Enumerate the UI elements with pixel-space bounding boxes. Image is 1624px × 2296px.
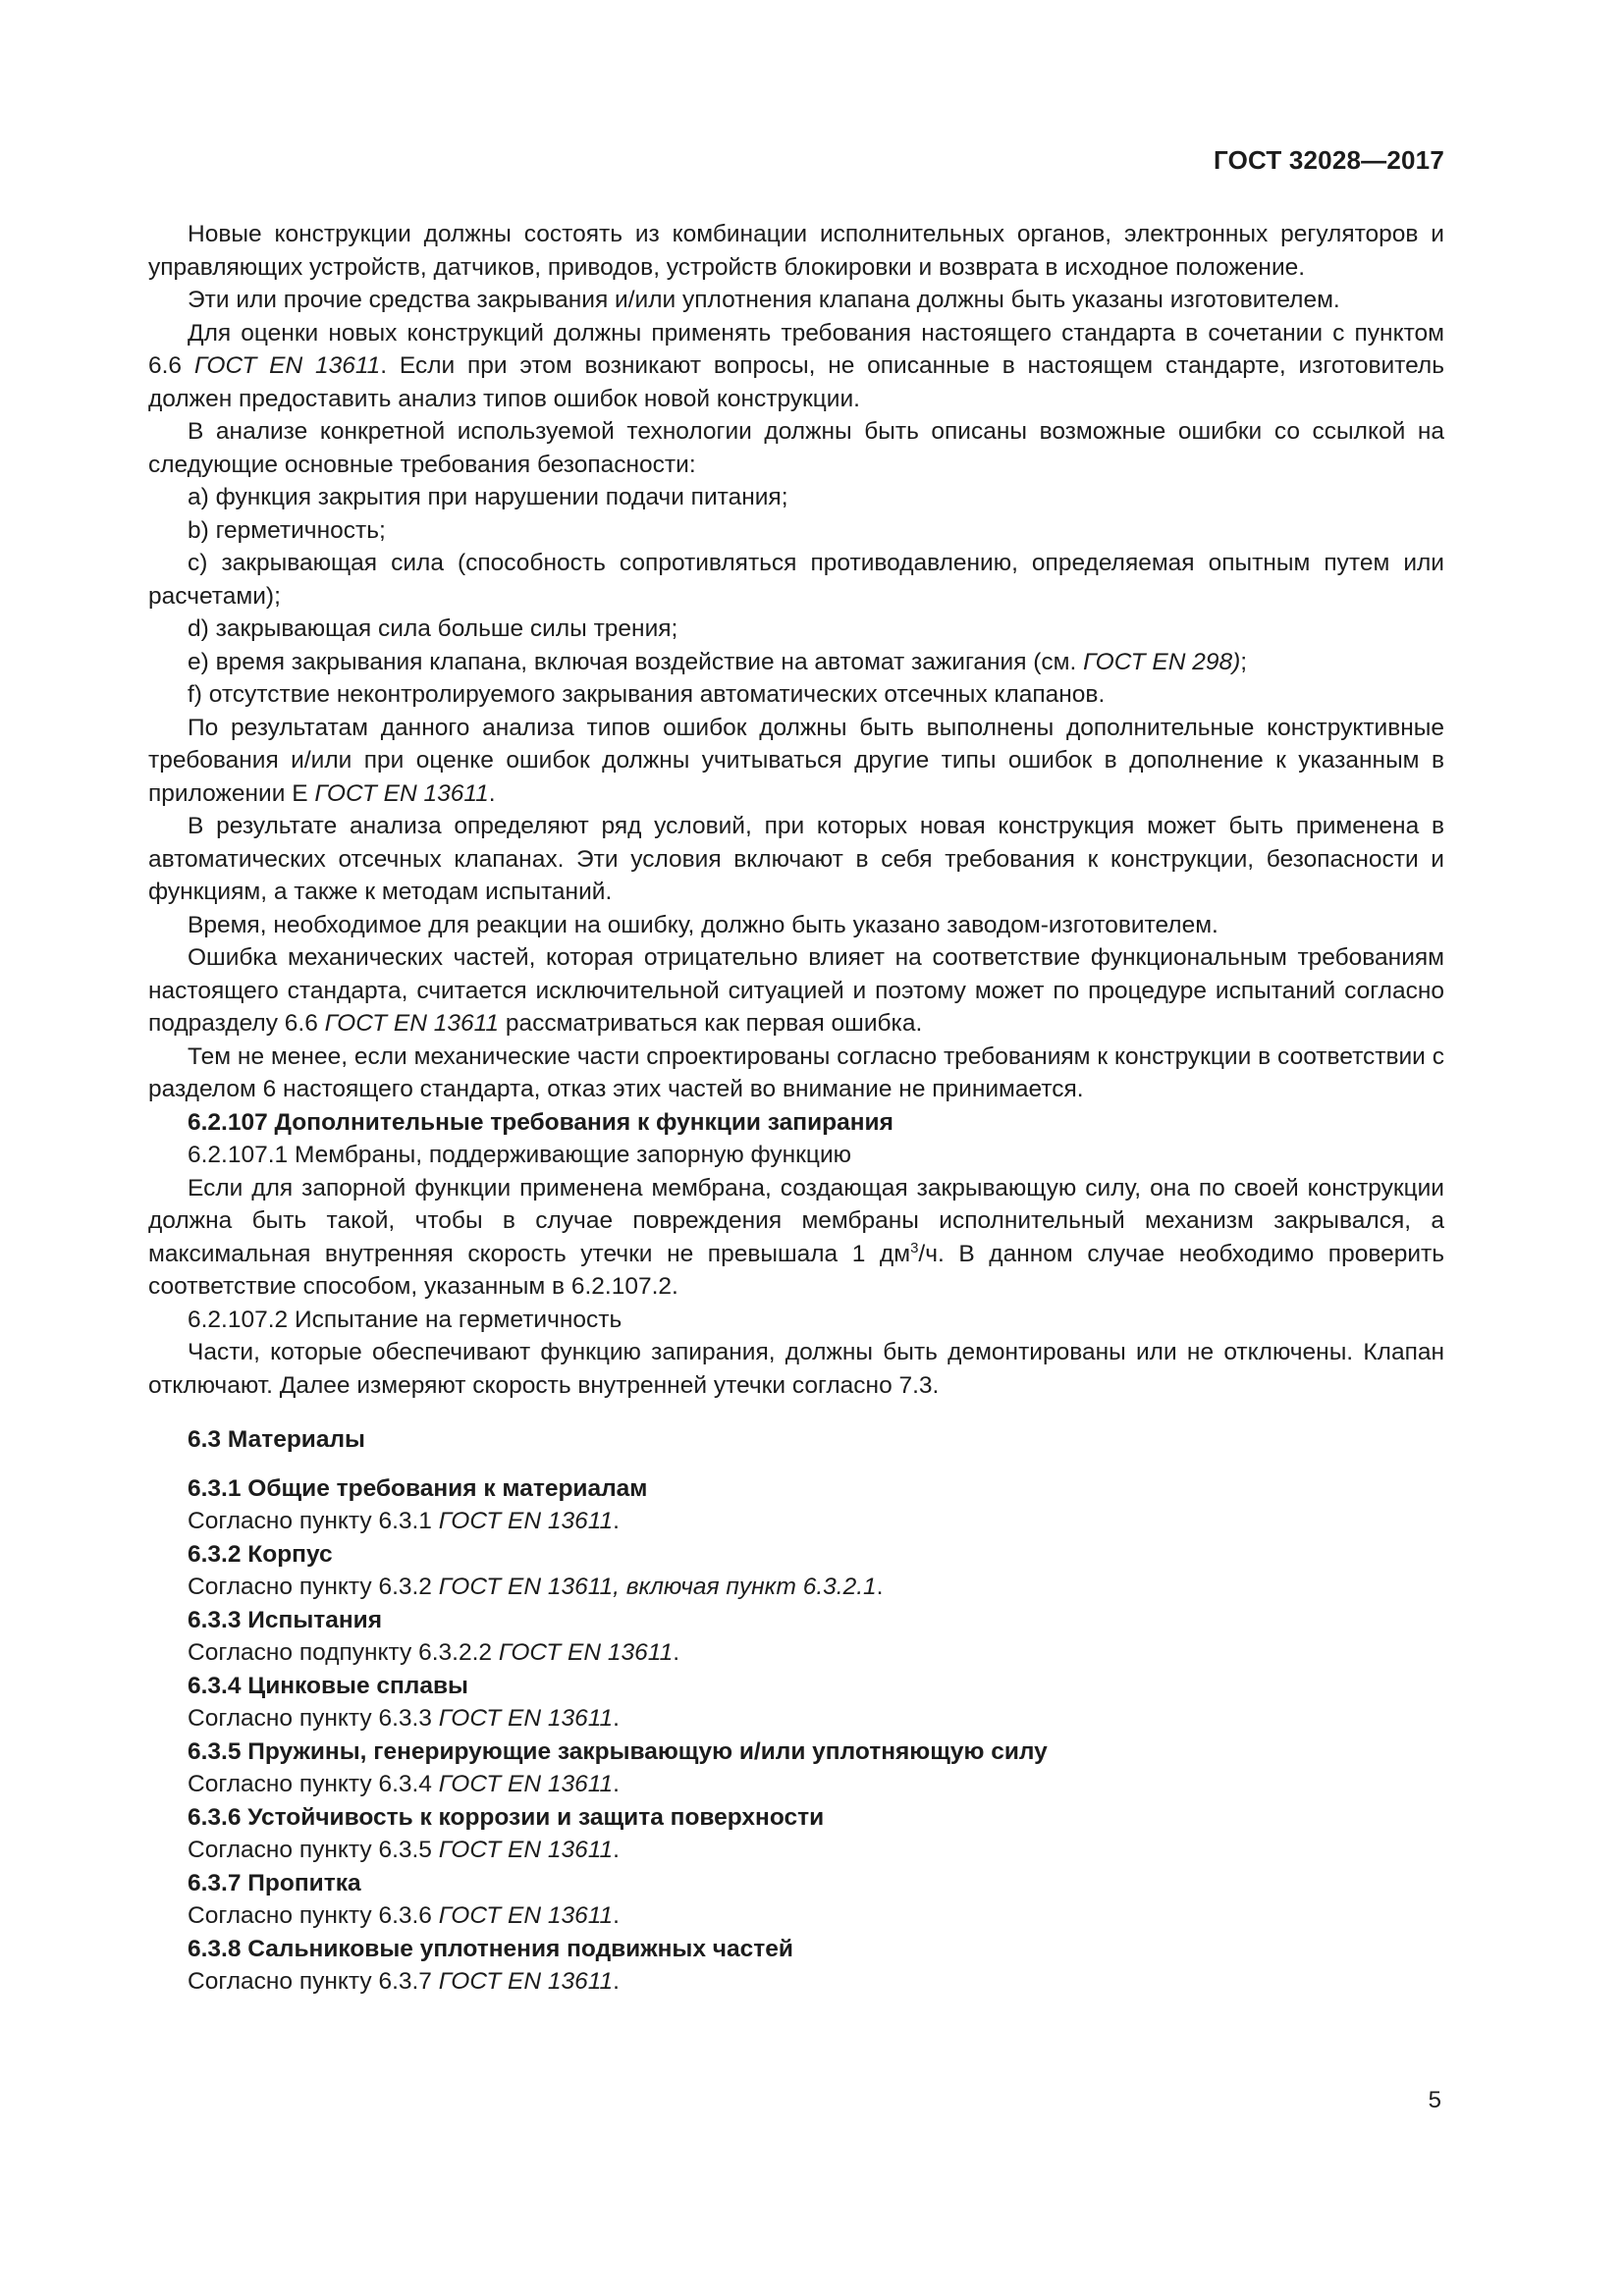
standard-reference: ГОСТ EN 13611: [193, 352, 381, 379]
materials-item-text: Согласно пункту 6.3.4 ГОСТ EN 13611.: [188, 1771, 620, 1797]
subsection-heading: 6.2.107.2 Испытание на герметичность: [188, 1306, 623, 1333]
paragraph: В результате анализа определяют ряд условий, при которых новая конструкция может быть применена в автоматических отсечных клапанах. Эти условия включают в себя требования к конструкции, безопасности и функциям, а также к методам испытаний.: [148, 813, 1444, 905]
paragraph: Для оценки новых конструкций должны применять требования настоящего стандарта в сочетании с пунктом 6.6 ГОСТ EN 13611. Если при этом возникают вопросы, не описанные в настоящем стандарте, изготовитель должен предоставить анализ типов ошибок новой конструкции.: [148, 319, 1444, 412]
paragraph: Эти или прочие средства закрывания и/или уплотнения клапана должны быть указаны изготовителем.: [188, 287, 1340, 313]
materials-item-heading: 6.3.5 Пружины, генерирующие закрывающую и/или уплотняющую силу: [188, 1737, 1048, 1765]
standard-reference: ГОСТ EN 13611: [438, 1508, 614, 1534]
materials-item-heading: 6.3.2 Корпус: [188, 1540, 333, 1568]
superscript: 3: [910, 1239, 919, 1256]
list-item: f) отсутствие неконтролируемого закрывания автоматических отсечных клапанов.: [188, 681, 1106, 708]
materials-item-text: Согласно пункту 6.3.3 ГОСТ EN 13611.: [188, 1705, 620, 1732]
standard-reference: ГОСТ EN 13611: [438, 1705, 614, 1732]
materials-item-heading: 6.3.3 Испытания: [188, 1606, 383, 1633]
paragraph: Части, которые обеспечивают функцию запирания, должны быть демонтированы или не отключены. Клапан отключают. Далее измеряют скорость внутренней утечки согласно 7.3.: [148, 1339, 1444, 1399]
materials-item-text: Согласно пункту 6.3.2 ГОСТ EN 13611, включая пункт 6.3.2.1.: [188, 1574, 884, 1600]
standard-reference: ГОСТ EN 298): [1083, 648, 1241, 675]
page-number: 5: [1428, 2087, 1441, 2113]
materials-item-heading: 6.3.6 Устойчивость к коррозии и защита поверхности: [188, 1803, 825, 1831]
list-item: d) закрывающая сила больше силы трения;: [188, 615, 678, 642]
standard-reference: ГОСТ EN 13611: [438, 1968, 614, 1995]
paragraph: Время, необходимое для реакции на ошибку, должно быть указано заводом-изготовителем.: [188, 911, 1218, 938]
paragraph: Новые конструкции должны состоять из комбинации исполнительных органов, электронных регуляторов и управляющих устройств, датчиков, приводов, устройств блокировки и возврата в исходное положение.: [148, 221, 1444, 281]
materials-item-heading: 6.3.4 Цинковые сплавы: [188, 1672, 468, 1699]
materials-item-text: Согласно пункту 6.3.1 ГОСТ EN 13611.: [188, 1508, 620, 1534]
list-item: b) герметичность;: [188, 516, 386, 544]
materials-item-text: Согласно пункту 6.3.5 ГОСТ EN 13611.: [188, 1837, 620, 1863]
section-heading-materials: 6.3 Материалы: [188, 1426, 365, 1453]
materials-item-heading: 6.3.7 Пропитка: [188, 1869, 361, 1896]
standard-reference: ГОСТ EN 13611: [438, 1771, 614, 1797]
section-heading: 6.2.107 Дополнительные требования к функции запирания: [188, 1108, 893, 1136]
paragraph: Ошибка механических частей, которая отрицательно влияет на соответствие функциональным требованиям настоящего стандарта, считается исключительной ситуацией и поэтому может по процедуре испытаний согласно подразделу 6.6 ГОСТ EN 13611 рассматриваться как первая ошибка.: [148, 944, 1444, 1037]
paragraph: Если для запорной функции применена мембрана, создающая закрывающую силу, она по своей конструкции должна быть такой, чтобы в случае повреждения мембраны исполнительный механизм закрывался, а максимальная внутренняя скорость утечки не превышала 1 $дм^3/ч$. В данном случае необходимо проверить соответствие способом, указанным в 6.2.107.2.: [148, 1174, 1444, 1300]
materials-item-text: Согласно пункту 6.3.6 ГОСТ EN 13611.: [188, 1902, 620, 1929]
materials-item-text: Согласно подпункту 6.3.2.2 ГОСТ EN 13611.: [188, 1639, 680, 1666]
list-item: а) функция закрытия при нарушении подачи питания;: [188, 484, 788, 510]
paragraph: По результатам данного анализа типов ошибок должны быть выполнены дополнительные конструктивные требования и/или при оценке ошибок должны учитываться другие типы ошибок в дополнение к указанным в приложении Е ГОСТ EN 13611.: [148, 714, 1444, 807]
document-body: [148, 218, 1444, 1999]
standard-reference: ГОСТ EN 13611: [498, 1639, 674, 1666]
paragraph: Тем не менее, если механические части спроектированы согласно требованиям к конструкции в соответствии с разделом 6 настоящего стандарта, отказ этих частей во внимание не принимается.: [148, 1042, 1444, 1102]
materials-item-heading: 6.3.8 Сальниковые уплотнения подвижных частей: [188, 1935, 793, 1962]
document-code-header: ГОСТ 32028—2017: [1214, 145, 1444, 175]
materials-item-text: Согласно пункту 6.3.7 ГОСТ EN 13611.: [188, 1968, 620, 1995]
list-item: c) закрывающая сила (способность сопротивляться противодавлению, определяемая опытным путем или расчетами);: [148, 550, 1444, 610]
subsection-heading: 6.2.107.1 Мембраны, поддерживающие запорную функцию: [188, 1142, 851, 1168]
standard-reference: ГОСТ EN 13611: [438, 1837, 614, 1863]
standard-reference: ГОСТ EN 13611: [438, 1902, 614, 1929]
standard-reference: ГОСТ EN 13611, включая пункт 6.3.2.1: [438, 1574, 877, 1600]
materials-list: [148, 1472, 1444, 1999]
paragraph: В анализе конкретной используемой технологии должны быть описаны возможные ошибки со ссылкой на следующие основные требования безопасности:: [148, 418, 1444, 478]
materials-item-heading: 6.3.1 Общие требования к материалам: [188, 1474, 648, 1502]
standard-reference: ГОСТ EN 13611: [314, 779, 489, 807]
list-item: e) время закрывания клапана, включая воздействие на автомат зажигания (см. ГОСТ EN 298);: [188, 648, 1248, 675]
standard-reference: ГОСТ EN 13611: [324, 1010, 500, 1037]
